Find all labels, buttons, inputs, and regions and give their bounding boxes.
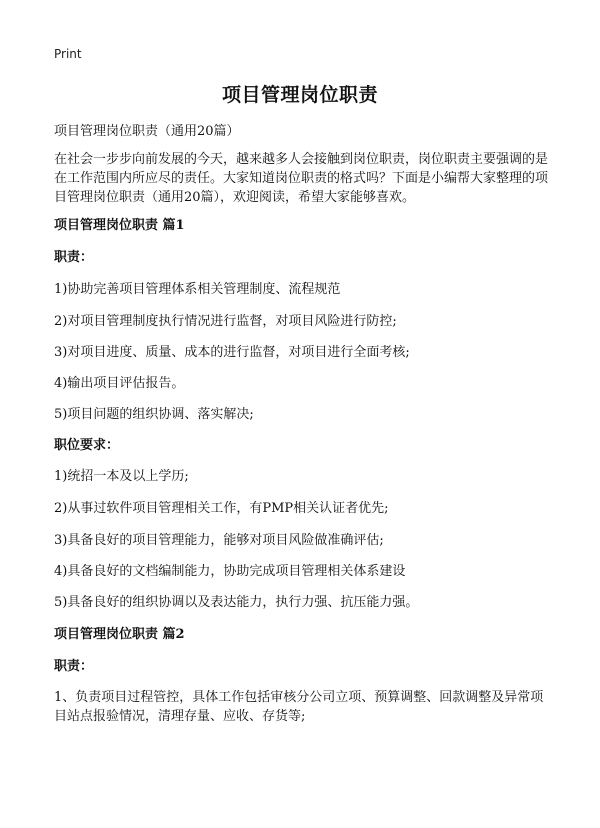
section-1-duty-item: 2)对项目管理制度执行情况进行监督，对项目风险进行防控;	[54, 314, 397, 329]
document-subtitle: 项目管理岗位职责（通用20篇）	[54, 124, 240, 139]
section-1-duty-item: 5)项目问题的组织协调、落实解决;	[54, 407, 254, 422]
intro-paragraph: 在社会一步步向前发展的今天，越来越多人会接触到岗位职责，岗位职责主要强调的是在工作范围内所应尽的责任。大家知道岗位职责的格式吗？下面是小编帮大家整理的项目管理岗位职责（通用20篇），欢迎阅读，希望大家能够喜欢。	[54, 152, 549, 205]
section-1-requirements-label: 职位要求：	[54, 438, 120, 453]
section-1-requirement-item: 4)具备良好的文档编制能力，协助完成项目管理相关体系建设	[54, 564, 406, 579]
section-2-duties-label: 职责：	[54, 659, 94, 674]
section-1-requirement-item: 2)从事过软件项目管理相关工作，有PMP相关认证者优先;	[54, 501, 389, 516]
section-1-duty-item: 3)对项目进度、质量、成本的进行监督，对项目进行全面考核;	[54, 345, 410, 360]
section-1-duty-item: 1)协助完善项目管理体系相关管理制度、流程规范	[54, 282, 341, 297]
section-1-requirement-item: 1)统招一本及以上学历;	[54, 469, 189, 484]
document-title: 项目管理岗位职责	[221, 84, 378, 106]
section-2-duty-item: 1、负责项目过程管控，具体工作包括审核分公司立项、预算调整、回款调整及异常项目站点报验情况，清理存量、应收、存货等;	[54, 690, 544, 724]
section-1-requirement-item: 3)具备良好的项目管理能力，能够对项目风险做准确评估;	[54, 533, 384, 548]
section-1-duties-label: 职责：	[54, 250, 94, 265]
section-1-duty-item: 4)输出项目评估报告。	[54, 376, 185, 391]
print-label: Print	[54, 47, 82, 61]
section-1-title: 项目管理岗位职责 篇1	[54, 218, 185, 233]
section-2-title: 项目管理岗位职责 篇2	[54, 627, 185, 642]
section-1-requirement-item: 5)具备良好的组织协调以及表达能力，执行力强、抗压能力强。	[54, 595, 419, 610]
